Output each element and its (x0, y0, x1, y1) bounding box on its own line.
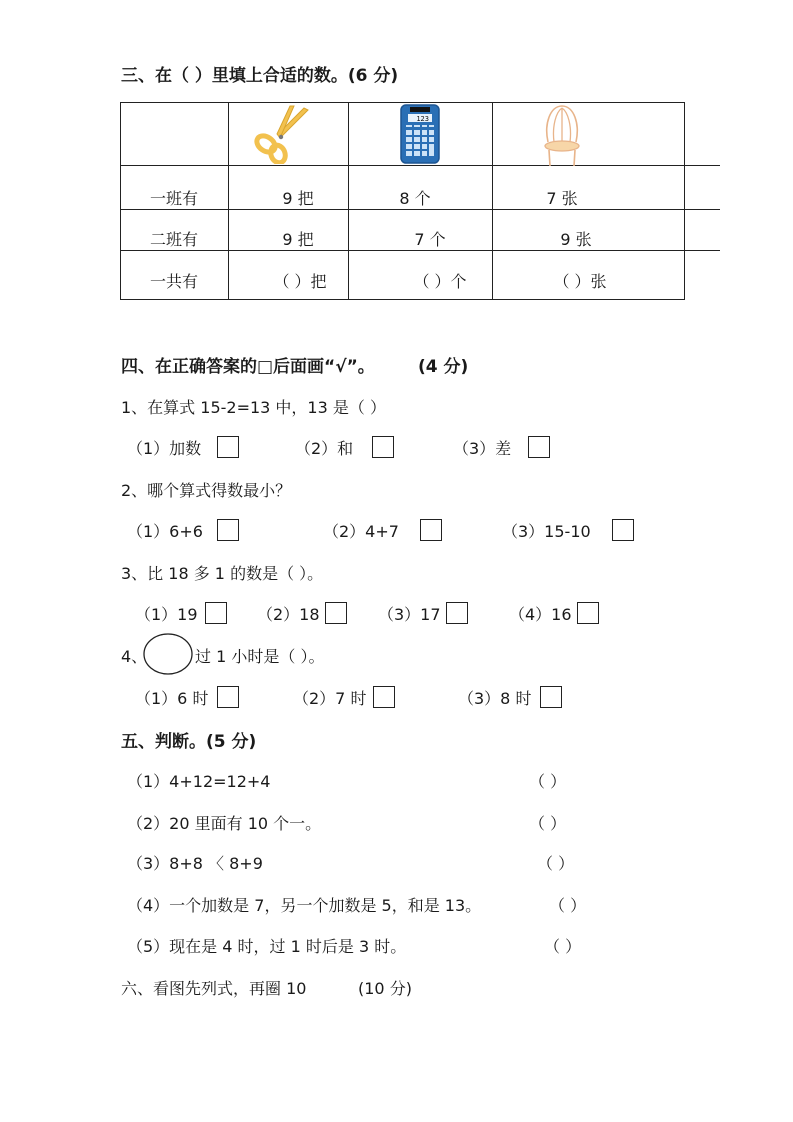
svg-text:123: 123 (416, 115, 429, 123)
calculator-icon (400, 104, 440, 164)
clock-face-icon (142, 632, 194, 676)
section-4-title: 四、在正确答案的□后面画“√”。 (121, 357, 375, 377)
question-3-prompt: 3、比 18 多 1 的数是（ ）。 (121, 564, 324, 583)
scissors-icon (250, 104, 314, 164)
question-4-prompt: 过 1 小时是（ ）。 (195, 647, 325, 666)
checkbox-q2-option1[interactable] (217, 519, 239, 541)
table-border-bottom (120, 299, 684, 300)
option-label: （3）8 时 (458, 689, 532, 708)
table-cell: 7 张 (546, 189, 578, 208)
option-label: （1）6+6 (127, 522, 203, 541)
option-label: （1）6 时 (135, 689, 209, 708)
section-4-points: (4 分) (418, 357, 469, 377)
judgment-item-3: （3）8+8 〈 8+9 (127, 854, 263, 873)
option-label: （2）4+7 (323, 522, 399, 541)
option-label: （2）18 (257, 605, 320, 624)
row-label: 一班有 (149, 189, 198, 208)
table-border-top (120, 102, 684, 103)
option-label: （3）差 (453, 439, 512, 458)
checkbox-q1-option1[interactable] (217, 436, 239, 458)
judgment-item-5: （5）现在是 4 时，过 1 时后是 3 时。 (127, 937, 407, 956)
table-divider (492, 102, 493, 300)
judgment-item-1: （1）4+12=12+4 (127, 772, 271, 791)
section-3-title: 三、在（ ）里填上合适的数。(6 分) (121, 66, 399, 86)
table-cell: 9 把 (282, 230, 314, 249)
judgment-answer-4[interactable]: （ ） (549, 896, 587, 915)
option-label: （1）加数 (127, 439, 202, 458)
judgment-item-2: （2）20 里面有 10 个一。 (127, 814, 322, 833)
row-label: 一共有 (149, 272, 198, 291)
row-label: 二班有 (149, 230, 198, 249)
table-divider (120, 165, 720, 166)
checkbox-q3-option1[interactable] (205, 602, 227, 624)
table-cell: 8 个 (399, 189, 431, 208)
checkbox-q3-option2[interactable] (325, 602, 347, 624)
section-5-title: 五、判断。(5 分) (121, 732, 257, 752)
table-border-right (684, 102, 685, 300)
checkbox-q2-option2[interactable] (420, 519, 442, 541)
checkbox-q1-option3[interactable] (528, 436, 550, 458)
option-label: （1）19 (135, 605, 198, 624)
table-divider (120, 250, 720, 251)
checkbox-q1-option2[interactable] (372, 436, 394, 458)
option-label: （3）15-10 (502, 522, 591, 541)
judgment-answer-2[interactable]: （ ） (529, 814, 567, 833)
question-4-number: 4、 (121, 647, 148, 666)
checkbox-q3-option4[interactable] (577, 602, 599, 624)
checkbox-q2-option3[interactable] (612, 519, 634, 541)
table-cell: 9 把 (282, 189, 314, 208)
option-label: （4）16 (509, 605, 572, 624)
checkbox-q4-option1[interactable] (217, 686, 239, 708)
checkbox-q4-option2[interactable] (373, 686, 395, 708)
judgment-item-4: （4）一个加数是 7，另一个加数是 5，和是 13。 (127, 896, 482, 915)
judgment-answer-5[interactable]: （ ） (544, 937, 582, 956)
question-1-prompt: 1、在算式 15-2=13 中，13 是（ ） (121, 398, 386, 417)
option-label: （3）17 (378, 605, 441, 624)
table-cell: 7 个 (414, 230, 446, 249)
judgment-answer-3[interactable]: （ ） (537, 854, 575, 873)
option-label: （2）7 时 (293, 689, 367, 708)
table-divider (228, 102, 229, 300)
checkbox-q4-option3[interactable] (540, 686, 562, 708)
table-divider (120, 209, 720, 210)
checkbox-q3-option3[interactable] (446, 602, 468, 624)
section-6-points: (10 分) (358, 979, 412, 998)
judgment-answer-1[interactable]: （ ） (529, 772, 567, 791)
chair-icon (540, 104, 584, 166)
answer-blank-chairs[interactable]: （ ）张 (553, 272, 607, 291)
table-cell: 9 张 (560, 230, 592, 249)
answer-blank-scissors[interactable]: （ ）把 (273, 272, 327, 291)
option-label: （2）和 (295, 439, 354, 458)
answer-blank-calculators[interactable]: （ ）个 (413, 272, 467, 291)
section-6-title: 六、看图先列式，再圈 10 (121, 979, 307, 998)
question-2-prompt: 2、哪个算式得数最小？ (121, 481, 292, 500)
